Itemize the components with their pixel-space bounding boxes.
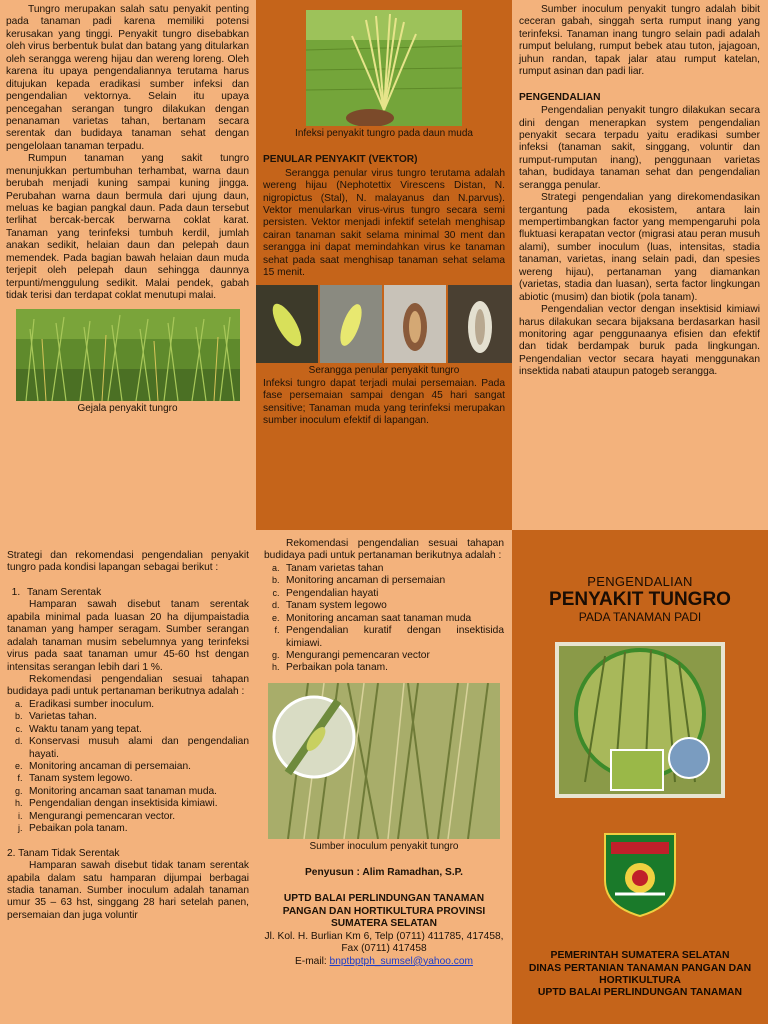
list-item: g. Mengurangi pemencaran vector <box>282 650 504 662</box>
vector-heading: PENULAR PENYAKIT (VEKTOR) <box>263 154 418 166</box>
panel-vector <box>256 0 512 530</box>
list-item: d. Tanam system legowo <box>282 600 504 612</box>
list-item: d. Konservasi musuh alami dan pengendalian hayati. <box>25 736 249 761</box>
list-item: c. Pengendalian hayati <box>282 588 504 600</box>
list-item: e. Monitoring ancaman saat tanaman muda <box>282 613 504 625</box>
tanam-serentak-recommendation: Rekomendasi pengendalian sesuai tahapan budidaya padi untuk pertanaman berikutnya adalah : <box>7 673 249 698</box>
south-sumatra-emblem <box>601 830 679 918</box>
publisher-email <box>264 956 504 968</box>
publisher-name: UPTD BALAI PERLINDUNGAN TANAMAN PANGAN DAN HORTIKULTURA PROVINSI SUMATERA SELATAN <box>282 893 486 930</box>
panel-cover <box>512 530 768 1024</box>
control-paragraph-2: Strategi pengendalian yang direkomendasikan tergantung pada ekosistem, antara lain mempertimbangkan factor yang mempengaruhi pola fluktuasi kerapatan vector (migrasi atau peran musuh alami), sumber inoculum (luas, intensitas, stadia tanaman, varietas, inang selain padi, dan spesies wereng hijau), pertanaman yang diamankan (varietas, stadia dan luasan), serta factor lingkungan abiotic (musim) dan biotik (pola tanam). <box>519 192 760 303</box>
control-heading: PENGENDALIAN <box>519 91 601 103</box>
panel-control <box>512 0 768 530</box>
inoculum-photo-caption: Sumber inoculum penyakit tungro <box>309 840 459 852</box>
serentak-recommendation-list <box>7 699 249 836</box>
strategy-item-title: Tanam Serentak <box>27 586 102 598</box>
infection-paragraph: Infeksi tungro dapat terjadi mulai persemaian. Pada fase persemaian sampai dengan 45 hari sangat sensitive; Tanaman muda yang terinfeksi merupakan sumber inoculum efektif di lapangan. <box>263 377 505 427</box>
list-item: f. Tanam system legowo. <box>25 773 249 785</box>
infected-leaf-photo <box>306 10 462 126</box>
leafhopper-caption: Serangga penular penyakit tungro <box>308 364 460 376</box>
cover-title: PENYAKIT TUNGRO <box>549 588 731 610</box>
list-item: c. Waktu tanam yang tepat. <box>25 724 249 736</box>
cover-rice-photo <box>555 642 725 798</box>
strategy-intro: Strategi dan rekomendasi pengendalian penyakit tungro pada kondisi lapangan sebagai berikut : <box>7 550 249 574</box>
publisher-address: Jl. Kol. H. Burlian Km 6, Telp (0711) 411785, 417458, Fax (0711) 417458 <box>264 930 504 955</box>
tanam-serentak-paragraph: Hamparan sawah disebut tanam serentak apabila minimal pada luasan 20 ha dijumpaistadia tanaman yang hamper seragam. Sumber serangan adalah tanaman musim sebelumnya yang terinfeksi virus pada saat tanaman umur 45-60 hst dengan intensitas serangan lebih dari 1 %. <box>7 599 249 673</box>
list-item: a. Eradikasi sumber inoculum. <box>25 699 249 711</box>
author-credit: Penyusun : Alim Ramadhan, S.P. <box>305 867 463 878</box>
list-item: h. Pengendalian dengan insektisida kimiawi. <box>25 798 249 810</box>
inoculum-source-photo <box>268 683 500 839</box>
email-label: E-mail: <box>295 955 327 967</box>
list-item: a. Tanam varietas tahan <box>282 563 504 575</box>
cover-subtitle: PADA TANAMAN PADI <box>578 609 702 624</box>
cover-org-department: DINAS PERTANIAN TANAMAN PANGAN DAN HORTIKULTURA <box>528 962 752 986</box>
email-link[interactable]: bnptbptph_sumsel@yahoo.com <box>329 955 473 967</box>
control-paragraph-1: Pengendalian penyakit tungro dilakukan secara dini dengan menerapkan system pengendalian penyakit secara terpadu yaitu eradikasi sumber infeksi (tanaman sakit, singgang, voluntir dan rumput-rumputan inang), penggunaan varietas tahan, budidaya tanaman sehat dan pengendalian serangga penular. <box>519 105 760 191</box>
leaf-photo-caption: Infeksi penyakit tungro pada daun muda <box>295 128 473 139</box>
panel-recommendation <box>256 530 512 1024</box>
list-item: b. Varietas tahan. <box>25 711 249 723</box>
leafhopper-photos <box>256 285 512 363</box>
strategy-list <box>7 587 249 599</box>
tidak-serentak-recommendation-list <box>264 563 504 675</box>
tanam-tidak-serentak-title: 2. Tanam Tidak Serentak <box>7 847 120 859</box>
control-paragraph-3: Pengendalian vector dengan insektisid kimiawi harus dilakukan secara bijaksana berdasarkan hasil monitoring agar penggunaanya efisien dan efektif dan tidak berdampak buruk pada lingkungan. Pengendalian vector secara hayati menggunakan insektida nabati ataupun patogeb serangga. <box>519 304 760 378</box>
list-item: g. Monitoring ancaman saat tanaman muda. <box>25 786 249 798</box>
cover-org-government: PEMERINTAH SUMATERA SELATAN <box>550 950 730 962</box>
panel-strategy <box>0 530 256 1024</box>
list-item: b. Monitoring ancaman di persemaian <box>282 575 504 587</box>
list-item: i. Mengurangi pemencaran vector. <box>25 811 249 823</box>
list-item: e. Monitoring ancaman di persemaian. <box>25 761 249 773</box>
list-item: h. Perbaikan pola tanam. <box>282 662 504 674</box>
symptom-photo-caption: Gejala penyakit tungro <box>77 402 178 414</box>
intro-paragraph: Tungro merupakan salah satu penyakit penting pada tanaman padi karena memiliki potensi kerusakan yang tinggi. Penyakit tungro disebabkan oleh virus berbentuk bulat dan batang yang ditularkan oleh serangga wereng hijau dan wereng loreng. Oleh karena itu upaya pengendaliannya terutama harus ditujukan kepada eradikasi sumber infeksi dan pengendalian vektornya. Selain itu upaya pencegahan serangan tungro dilakukan dengan penanaman varietas tahan, bertanam secara serentak dan budidaya tanaman sehat dengan pengelolaan tanaman terpadu. <box>6 4 249 152</box>
list-item: j. Pebaikan pola tanam. <box>25 823 249 835</box>
list-item: f. Pengendalian kuratif dengan insektisida kimiawi. <box>282 625 504 650</box>
tungro-symptom-photo <box>16 309 240 401</box>
recommendation-intro: Rekomendasi pengendalian sesuai tahapan budidaya padi untuk pertanaman berikutnya adalah : <box>264 538 504 562</box>
panel-intro <box>0 0 256 530</box>
inoculum-paragraph: Sumber inoculum penyakit tungro adalah bibit ceceran gabah, singgah serta rumput inang yang terinfeksi. Tanaman inang tungro selain padi adalah rumput belulang, rumput bebek atau tuton, jajagoan, juhun randan, tapak jalar atau rumput katelan, rumput asinan dan padi liar. <box>519 4 760 78</box>
tanam-tidak-serentak-paragraph: Hamparan sawah disebut tidak tanam serentak apabila dalam satu hamparan dijumpai berbagai stadia tanaman. Sumber inoculum adalah tanaman umur 35 – 63 hst, singgang 28 hari setelah panen, persemaian dan juga voluntir <box>7 860 249 921</box>
vector-paragraph: Serangga penular virus tungro terutama adalah wereng hijau (Nephotettix Virescens Distan, N. nigropictus (Stal), N. malayanus dan N.parvus). Vektor menularkan virus-virus tungro secara semi persisten. Vektor menjadi infektif setelah menghisap cairan tanaman sakit selama minimal 30 ment dan serangga ini dapat memindahkan virus ke tanaman sehat pada saat menghisap tanaman sehat selama 15 menit. <box>263 167 505 279</box>
strategy-item-tanam-serentak <box>23 587 249 599</box>
symptom-paragraph: Rumpun tanaman yang sakit tungro menunjukkan pertumbuhan terhambat, warna daun berubah menjadi kuning sampai kuning jingga. Perubahan warna daun bermula dari ujung daun, meluas ke bagian pangkal daun. Pada daun tersebut terlihat bercak-bercak berwarna coklat karat. Tanaman yang terinfeksi tumbuh kerdil, jumlah anakan sedikit, helaian daun dan pelepah daun memendek. Pada bagian bawah helaian daun muda terjepit oleh pelepah daun sehingga daunnya terpunti/menggulung sedikit. Malai pendek, gabah tidak terisi dan terdapat coklat menutupi malai. <box>6 153 249 302</box>
cover-title-prefix: PENGENDALIAN <box>587 574 693 589</box>
cover-org-unit: UPTD BALAI PERLINDUNGAN TANAMAN <box>537 987 743 999</box>
